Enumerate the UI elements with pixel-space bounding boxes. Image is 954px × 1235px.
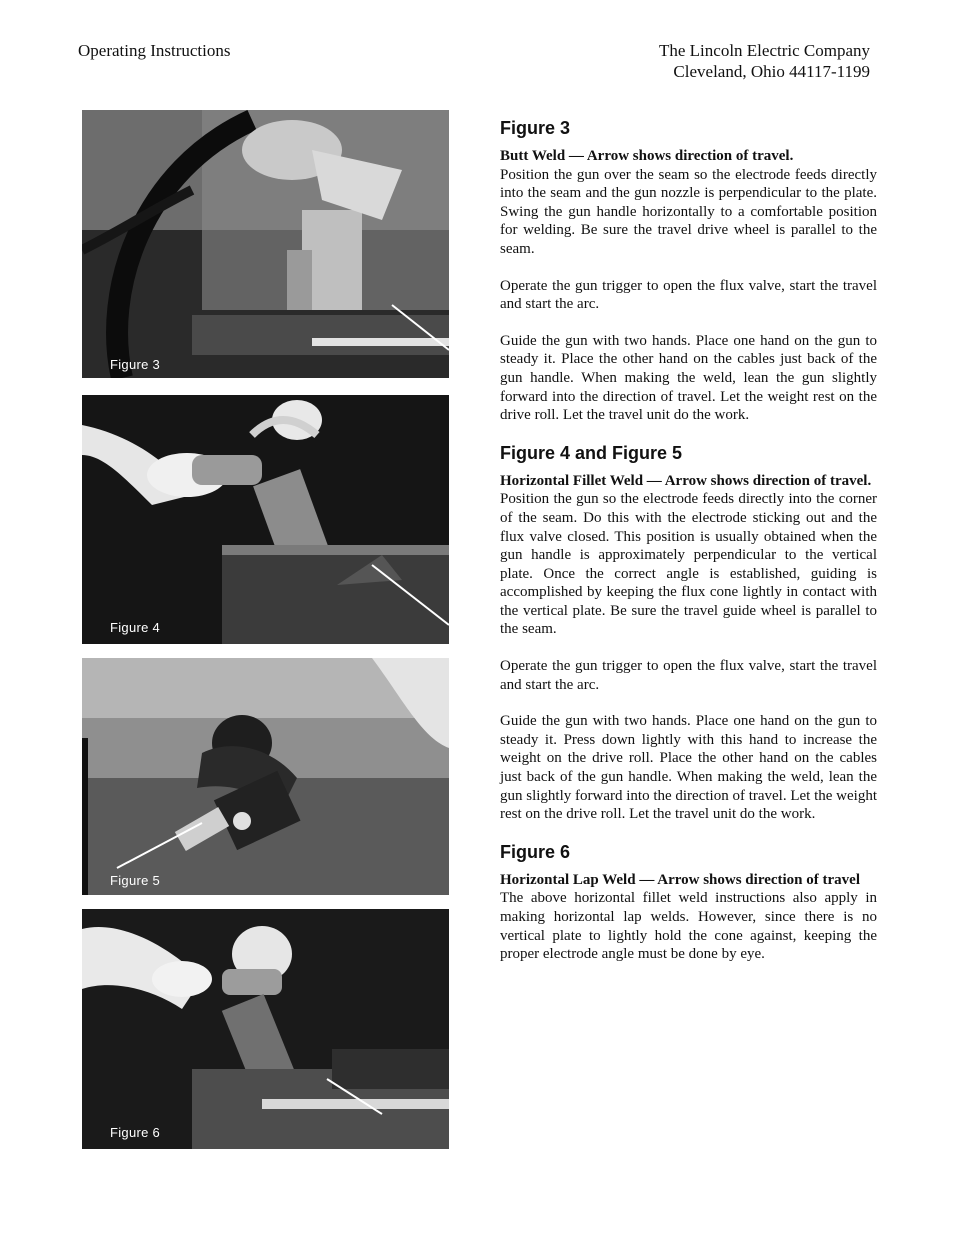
- figure-6-caption: Figure 6: [110, 1125, 161, 1140]
- figure-4-caption: Figure 4: [110, 620, 161, 635]
- figure-6-photo: [82, 909, 449, 1149]
- figure-5-photo: [82, 658, 449, 895]
- company-address: Cleveland, Ohio 44117-1199: [673, 62, 870, 81]
- company-name: The Lincoln Electric Company: [658, 41, 870, 60]
- horizontal-fillet-weld-side-photo-image: [82, 658, 449, 895]
- running-header-left: Operating Instructions: [78, 41, 231, 60]
- section-paragraph: Operate the gun trigger to open the flux valve, start the travel and start the arc.: [500, 277, 877, 313]
- section-heading: Figure 3: [500, 118, 571, 138]
- instructions-column: [500, 117, 877, 964]
- figure-3-photo: [82, 110, 449, 378]
- section-heading: Figure 6: [500, 841, 571, 862]
- section-figure-3: [500, 117, 877, 425]
- section-paragraph: Guide the gun with two hands. Place one hand on the gun to steady it. Press down lightly with this hand to increase the weight on the drive roll. Place the other hand on the cables just back of the gun handle. When making the weld, lean the gun slightly forward into the direction of travel. Let the weight rest on the drive roll. Let the travel unit do the work.: [500, 713, 877, 823]
- butt-weld-photo-image: [82, 110, 449, 378]
- figure-4-photo: [82, 395, 449, 644]
- section-figure-4-5: [500, 442, 877, 824]
- section-paragraph: The above horizontal fillet weld instructions also apply in making horizontal lap welds. However, since there is no vertical plate to lightly hold the cone against, keeping the proper electrode angle must be done by eye.: [500, 890, 877, 963]
- section-subheading: Horizontal Lap Weld — Arrow shows direction of travel: [500, 871, 860, 888]
- section-subheading: Butt Weld — Arrow shows direction of travel.: [500, 148, 794, 164]
- section-paragraph: Operate the gun trigger to open the flux valve, start the travel and start the arc.: [500, 658, 877, 693]
- section-subheading: Horizontal Fillet Weld — Arrow shows direction of travel.: [500, 472, 872, 489]
- section-paragraph: Guide the gun with two hands. Place one hand on the gun to steady it. Place the other hand on the cables just back of the gun handle. When making the weld, lean the gun slightly forward into the direction of travel. Let the weight rest on the drive roll. Let the travel unit do the work.: [500, 332, 877, 424]
- section-figure-6: [500, 841, 877, 964]
- figure-5-caption: Figure 5: [110, 873, 161, 888]
- section-paragraph: Position the gun over the seam so the electrode feeds directly into the seam and the gun nozzle is perpendicular to the plate. Swing the gun handle horizontally to a comfortable position for welding. Be sure the travel drive wheel is parallel to the seam.: [500, 166, 877, 257]
- horizontal-fillet-weld-photo-image: [82, 395, 449, 644]
- section-heading: Figure 4 and Figure 5: [500, 442, 683, 463]
- section-paragraph: Position the gun so the electrode feeds directly into the corner of the seam. Do this with the electrode sticking out and the flux valve closed. This position is usually obtained when the gun handle is approximately perpendicular to the vertical plate. Once the correct angle is established, guiding is accomplished by keeping the flux cone lightly in contact with the vertical plate. Be sure the travel guide wheel is parallel to the seam.: [500, 491, 877, 638]
- horizontal-lap-weld-photo-image: [82, 909, 449, 1149]
- running-header-right: [620, 40, 870, 82]
- figure-3-caption: Figure 3: [110, 357, 161, 372]
